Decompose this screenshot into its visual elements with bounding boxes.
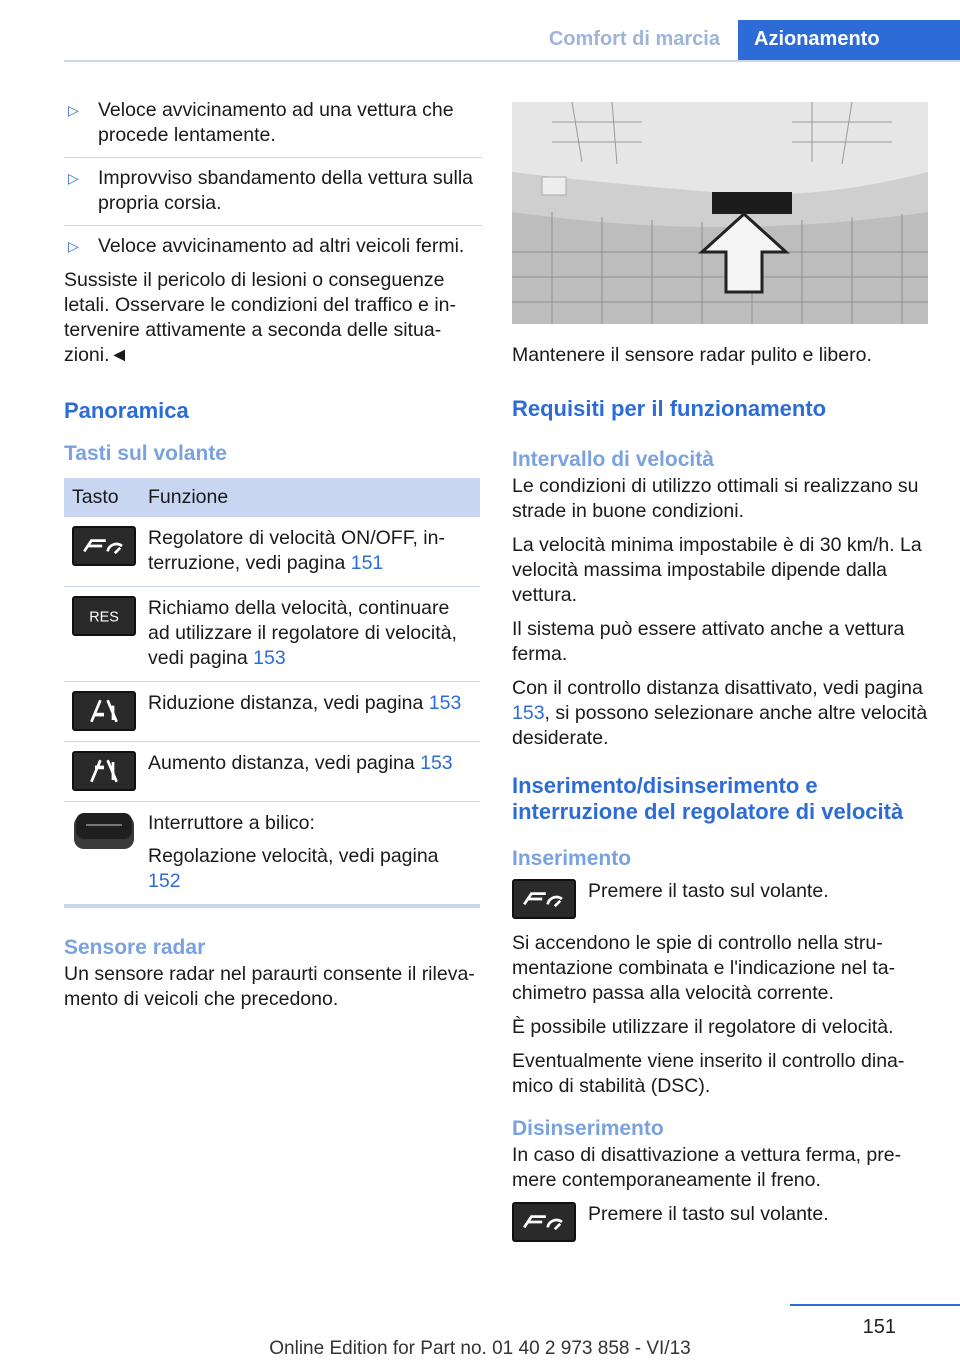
rocker-switch-icon [72, 811, 136, 851]
res-button-icon [72, 596, 136, 636]
triangle-bullet-icon: ▷ [68, 102, 79, 118]
table-row: Regolatore di velocità ON/OFF, interruzione, vedi pagina 151 [64, 517, 480, 587]
list-item: ▷ Veloce avvicinamento ad altri veicoli fermi. [68, 235, 465, 257]
switch-off-instruction: Premere il tasto sul volante. [512, 1202, 928, 1242]
triangle-bullet-icon: ▷ [68, 238, 79, 254]
table-row: Interruttore a bilico: Regolazione velocità, vedi pagina 152 [64, 802, 480, 907]
cruise-control-icon [512, 879, 576, 919]
list-item: ▷ Improvviso sbandamento della vettura sulla propria corsia. [64, 166, 482, 226]
switch-on-paragraph-2: È possibile utilizzare il regolatore di velocità. [512, 1016, 894, 1038]
page-link[interactable]: 153 [512, 702, 545, 724]
switch-on-paragraph-1: Si accendono le spie di controllo nella strumentazione combinata e l'indicazione nel tachimetro passa alla velocità corrente. [512, 932, 896, 1004]
heading-requirements: Requisiti per il funzionamento [512, 396, 827, 421]
radar-caption: Mantenere il sensore radar pulito e libero. [512, 344, 872, 366]
distance-decrease-icon [72, 691, 136, 731]
radar-description: Un sensore radar nel paraurti consente il rilevamento di veicoli che precedono. [64, 963, 475, 1010]
triangle-bullet-icon: ▷ [68, 170, 79, 186]
column-header-key: Tasto [64, 478, 140, 517]
heading-switch-off: Disinserimento [512, 1117, 664, 1140]
heading-speed-range: Intervallo di velocità [512, 448, 714, 471]
steering-keys-table [64, 478, 480, 908]
speed-paragraph-3: Il sistema può essere attivato anche a vettura ferma. [512, 618, 905, 665]
cruise-control-icon [512, 1202, 576, 1242]
speed-paragraph-2: La velocità minima impostabile è di 30 km/h. La velocità massima impostabile dipende dalla vettura. [512, 534, 922, 606]
page-link[interactable]: 152 [148, 870, 181, 892]
page-link[interactable]: 153 [428, 692, 462, 714]
speed-paragraph-4: Con il controllo distanza disattivato, vedi pagina 153, si possono selezionare anche altre velocità desiderate. [512, 677, 928, 749]
column-header-function: Funzione [140, 478, 480, 517]
heading-steering-keys: Tasti sul volante [64, 442, 227, 465]
header-rule [64, 60, 960, 62]
page-link[interactable]: 153 [253, 647, 286, 669]
heading-radar-sensor: Sensore radar [64, 936, 206, 959]
page-number: 151 [862, 1316, 896, 1338]
cruise-control-icon [72, 526, 136, 566]
heading-overview: Panoramica [64, 398, 189, 423]
header-chapter-tab: Azionamento [738, 20, 960, 62]
table-row: Riduzione distanza, vedi pagina 153 [64, 682, 480, 742]
table-header-row [64, 478, 480, 517]
radar-sensor-photo [512, 102, 928, 324]
svg-text:RES: RES [89, 609, 119, 626]
speed-paragraph-1: Le condizioni di utilizzo ottimali si realizzano su strade in buone condizioni. [512, 475, 919, 522]
switch-off-paragraph: In caso di disattivazione a vettura ferma, premere contemporaneamente il freno. [512, 1144, 902, 1191]
switch-on-paragraph-3: Eventualmente viene inserito il controllo dinamico di stabilità (DSC). [512, 1050, 905, 1097]
warning-text: Sussiste il pericolo di lesioni o conseguenze letali. Osservare le condizioni del traffico e intervenire attivamente a seconda delle situazioni.◄ [64, 269, 456, 366]
table-row: Aumento distanza, vedi pagina 153 [64, 742, 480, 802]
table-row: RES Richiamo della velocità, continuare ad utilizzare il regolatore di velocità, vedi pagina 153 [64, 587, 480, 682]
footer-rule [790, 1304, 960, 1306]
left-column [64, 98, 482, 1021]
heading-switch-on: Inserimento [512, 847, 632, 870]
switch-on-instruction: Premere il tasto sul volante. [512, 879, 928, 919]
list-item: ▷ Veloce avvicinamento ad una vettura che procede lentamente. [64, 98, 482, 158]
page-link[interactable]: 153 [420, 752, 453, 774]
edition-note: Online Edition for Part no. 01 40 2 973 858 - VI/13 [269, 1338, 691, 1359]
right-column [512, 102, 928, 1254]
distance-increase-icon [72, 751, 136, 791]
heading-on-off: Inserimento/disinserimento e interruzione del regolatore di velocità [512, 773, 904, 824]
header-section-title: Comfort di marcia [548, 28, 720, 50]
page-link[interactable]: 151 [350, 552, 384, 574]
